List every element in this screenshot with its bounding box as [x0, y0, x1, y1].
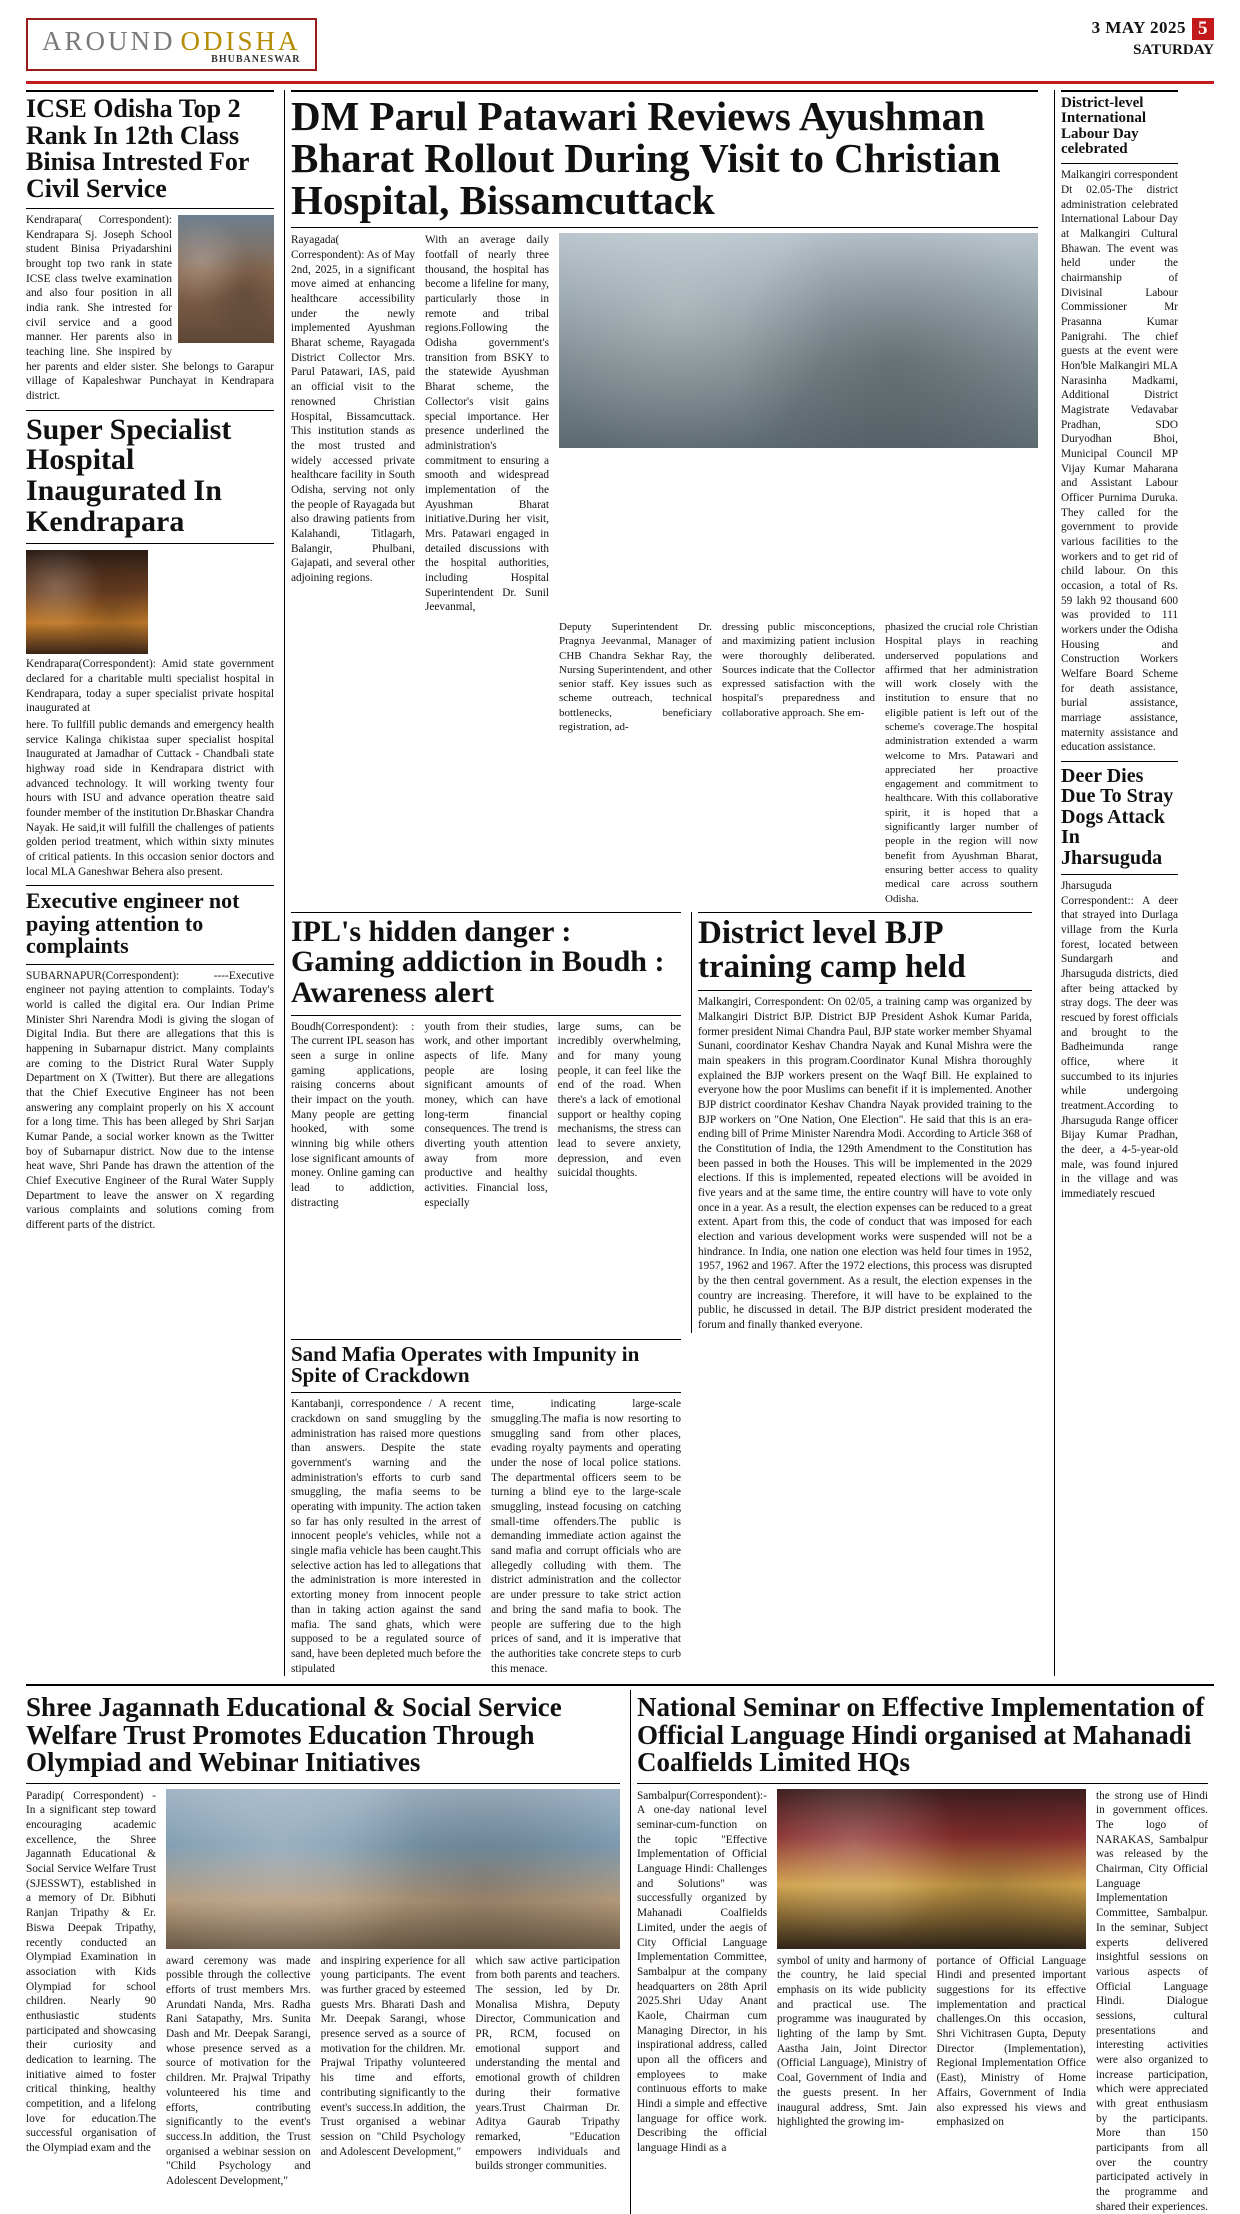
issue-day: SATURDAY [1133, 42, 1214, 58]
sand-mafia-col2: time, indicating large-scale smuggling.The mafia is now resorting to smuggling sand from other places, evading royalty payments and operating under the nose of local police stations. The departmental officers seem to be turning a blind eye to the large-scale smuggling, instead focusing on catching small-time offenders.The public is demanding immediate action against the sand mafia and corrupt officials who are allegedly colluding with them. The district administration and the collector are under pressure to take strict action and bring the sand mafia to book. The people are suffering due to the high prices of sand, and it is imperative that the authorities take concrete steps to curb this menace. [491, 1398, 681, 1675]
jagannath-col4: which saw active participation from both parents and teachers. The session, led by Dr. Monalisa Mishra, Deputy Director, Communication and PR, RCM, focused on emotional support and understanding the mental and emotional growth of children during their formative years.Trust Chairman Dr. Aditya Gaurab Tripathy remarked, "Education empowers individuals and builds stronger communities. [475, 1954, 621, 2173]
jagannath-col3: and inspiring experience for all young participants. The event was further graced by esteemed guests Mrs. Bharati Dash and Mr. Deepak Sarangi, whose presence served as a source of motivation for the children. Mr. Prajwal Tripathy volunteered his time and efforts, contributing significantly to the event's success.In addition, the Trust organised a webinar session on "Child Psychology and Adolescent Development," [320, 1954, 466, 2158]
publication-logo [26, 18, 317, 71]
labour-day-body: Malkangiri correspondent Dt 02.05-The district administration celebrated International Labour Day at Malkangiri Cultural Bhawan. The event was held under the chairmanship of Divisinal Labour Commissioner Mr Prasanna Kumar Panigrahi. The chief guests at the event were Hon'ble Malkangiri MLA Narasinha Madkami, Additional District Magistrate Vedavabar Pradhan, SDO Duryodhan Bhoi, Municipal Council MP Vijay Kumar Maharana and Assistant Labour Officer Purnima Duruka. They called for the government to provide various facilities to the workers and to get rid of child labour. On this occasion, a total of Rs. 59 lakh 92 thousand 600 was provided to 111 workers under the Odisha Housing and Construction Workers Welfare Board Scheme for death assistance, burial assistance, marriage assistance, maternity assistance and education assistance. [1061, 169, 1179, 754]
logo-odisha-text: ODISHA [180, 26, 301, 56]
olympiad-group-photo [166, 1789, 620, 1949]
bjp-article [691, 912, 1038, 1333]
hindi-photo-block [777, 1789, 1086, 2214]
right-column [1054, 90, 1184, 1676]
binisa-priyadarshini-photo [178, 215, 274, 343]
icse-article [26, 213, 274, 404]
dm-parul-caption-col2: dressing public misconceptions, and maximizing patient inclusion were thoroughly deliberated. Sources indicate that the Collector expressed satisfaction with the hospital's preparedness and collaborative approach. She em- [722, 620, 875, 719]
ipl-article [291, 912, 681, 1333]
jagannath-trust-article [26, 1690, 620, 2214]
hindi-seminar-photo [777, 1789, 1086, 1949]
dm-parul-caption-col1: Deputy Superintendent Dr. Pragnya Jeevanmal, Manager of CHB Chandra Sekhar Ray, the Nursing Superintendent, and other senior staff. Key issues such as scheme outreach, technical bottlenecks, beneficiary registration, ad- [559, 620, 712, 733]
bottom-band [26, 1690, 1214, 2214]
hindi-col2: symbol of unity and harmony of the country, he laid special emphasis on its wide publicity and practical use. The programme was inaugurated by lighting of the lamp by Smt. Aastha Jain, Joint Director (Official Language), Ministry of Coal, Government of India and the guests present. In her inaugural address, Smt. Jain highlighted the growing im- [777, 1954, 927, 2129]
dm-parul-caption-col3: phasized the crucial role Christian Hospital plays in reaching underserved populations and affirmed that her administration will work closely with the institution to ensure that no eligible patient is left out of the scheme's coverage.The hospital administration extended a warm welcome to Mrs. Patawari and appreciated her proactive engagement and commitment to healthcare. With this collaborative spirit, it is hoped that a significantly larger number of people in the region will now benefit from Ayushman Bharat, ensuring better access to quality medical care across southern Odisha. [885, 620, 1038, 905]
ipl-col3: large sums, can be incredibly overwhelming, and for many young people, it can feel like the end of the road. When there's a lack of emotional support or healthy coping mechanisms, the stress can lead to severe anxiety, depression, and even suicidal thoughts. [557, 1020, 681, 1180]
date-block [1092, 18, 1214, 59]
hindi-col1: Sambalpur(Correspondent):-A one-day national level seminar-cum-function on the topic "Effective Implementation of Official Language Hindi: Challenges and Solutions" was successfully organized by Mahanadi Coalfields Limited, under the aegis of City Official Language Implementation Committee, Sambalpur at the company headquarters on 28th April 2025.Shri Uday Anant Kaole, Chairman cum Managing Director, in his inspirational address, called upon all the officers and employees to make continuous efforts to make Hindi a simple and effective language for office work. Describing the official language Hindi as a [637, 1789, 767, 2154]
dm-parul-col1: Rayagada( Correspondent): As of May 2nd, 2025, in a significant move aimed at enhancing healthcare accessibility under the newly implemented Ayushman Bharat scheme, Rayagada District Collector Mrs. Parul Patawari, IAS, paid an official visit to the renowned Christian Hospital, Bissamcuttack. This institution stands as the most trusted and widely accessed private healthcare facility in South Odisha, serving not only the people of Rayagada but also drawing patients from Kalahandi, Titlagarh, Balangir, Phulbani, Gajapati, and several other adjoining regions. [291, 234, 415, 584]
icse-body: Kendrapara( Correspondent): Kendrapara Sj. Joseph School student Binisa Priyadarshini brought top two rank in state ICSE class twelve examination and also four position in all india rank. She intrested for civil service and a good manner. Her parents also in teaching line. She inspired by her parents and elder sister. She belongs to Garapur village of Kapaleshwar Punchayat in Kendrapara district. [26, 214, 274, 403]
ipl-col2: youth from their studies, work, and other important aspects of life. Many people are losing significant amounts of money, which can have long-term financial consequences. The trend is diverting youth attention away from more productive and healthy activities. Financial loss, especially [424, 1020, 548, 1209]
collector-hospital-visit-photo [559, 233, 1038, 448]
super-specialist-body-before: Kendrapara(Correspondent): Amid state government declared for a charitable multi specialist hospital in Kendrapara, today a super specialist private hospital inaugurated at [26, 658, 274, 715]
bjp-body: Malkangiri, Correspondent: On 02/05, a training camp was organized by Malkangiri District BJP. District BJP President Ashok Kumar Parida, former president Nimai Chandra Paul, BJP state worker member Shyamal Sunani, coordinator Keshav Chandra Nayak and Kunal Mishra were the main speakers in this program.Coordinator Kunal Mishra thoroughly explained the BJP workers present on the Waqf Bill. He explained to everyone how the poor Muslims can benefit if it is implemented. Another BJP district coordinator Keshav Chandra Nayak provided training to the BJP workers on "One Nation, One Election". He said that this is an era-ending bill of Prime Minister Narendra Modi. According to Article 368 of the Constitution of India, the 129th Amendment to the Constitution has been passed in both the Houses. This will be implemented in the 2029 elections. If this is implemented, repeated elections will be avoided in five years and at the same time, the entire country will have to vote only once in a year. As a result, the election expenses can be reduced to a great extent. Apart from this, the code of conduct that was imposed for each election and various development works were suspended will not be a hindrance. In India, one nation one election was held four times in 1952, 1957, 1962 and 1967. After the 1972 elections, this process was disrupted by the then central government. As a result, the election expenses in the country are increasing. Therefore, it will have to be explained to the public, he discussed in detail. The BJP district president moderated the forum and finally thanked everyone. [698, 996, 1033, 1331]
main-grid [26, 90, 1214, 1676]
logo-around-text: AROUND [42, 26, 176, 56]
super-specialist-article [26, 548, 274, 879]
jagannath-headline: Shree Jagannath Educational & Social Service Welfare Trust Promotes Education Through Olympiad and Webinar Initiatives [26, 1692, 562, 1778]
executive-engineer-body: SUBARNAPUR(Correspondent): ----Executive engineer not paying attention to complaints. Today's world is called the digital era. Our Indian Prime Minister Shri Narendra Modi is giving the slogan of Digital India. But there are allegations that this is happening in Subarnapur district. Many complaints are coming to the District Rural Water Supply Department on X (Twitter). But there are allegations that the Chief Executive Engineer has not been answering any complaint properly on his X account for a long time. This has been alleged by Shri Sarjan Kumar Pande, a social worker known as the Twitter boy of Subarnapur district. Now due to the intense heat wave, Shri Pande has drawn the attention of the Chief Executive Engineer of the Rural Water Supply Department to leave the answer on X regarding various complaints and solutions coming from different parts of the district. [26, 969, 274, 1231]
jagannath-col2: award ceremony was made possible through the collective efforts of trust members Mrs. Arundati Nanda, Mrs. Radha Rani Satapathy, Mrs. Sunita Dash and Mr. Deepak Sarangi, whose presence served as a source of motivation for the children. Mr. Prajwal Tripathy volunteered his time and efforts, contributing significantly to the event's success.In addition, the Trust organised a webinar session on "Child Psychology and Adolescent Development," [166, 1954, 311, 2187]
center-second-band [291, 912, 1038, 1333]
deer-headline: Deer Dies Due To Stray Dogs Attack In Jharsuguda [1061, 765, 1174, 869]
sand-mafia-headline: Sand Mafia Operates with Impunity in Spite of Crackdown [291, 1341, 640, 1388]
dm-parul-photo-block [559, 233, 1038, 614]
executive-engineer-headline: Executive engineer not paying attention to complaints [26, 888, 240, 959]
center-column [284, 90, 1044, 1676]
labour-day-headline: District-level International Labour Day celebrated [1061, 95, 1147, 157]
sand-mafia-article [291, 1339, 681, 1677]
jagannath-col1: Paradip( Correspondent) - In a significant step toward encouraging academic excellence, the Shree Jagannath Educational & Social Service Welfare Trust (SJESSWT), established in a memory of Dr. Bibhuti Ranjan Tripathy & Er. Biswa Deepak Tripathy, recently conducted an Olympiad Examination in association with Kids Olympiad for school children. Nearly 90 enthusiastic students participated and showcasing their curiosity and dedication to learning. The initiative aimed to foster critical thinking, healthy competition, and a lifelong love for education.The successful organisation of the Olympiad exam and the [26, 1789, 156, 2154]
hospital-inauguration-photo [26, 550, 148, 654]
page-number: 5 [1192, 18, 1214, 40]
bjp-headline: District level BJP training camp held [698, 914, 966, 985]
sand-mafia-col1: Kantabanji, correspondence / A recent crackdown on sand smuggling by the administration has raised more questions than answers. Despite the state government's warning and the administration's efforts to curb sand smuggling, the mafia seems to be operating with impunity. The action taken so far has only resulted in the arrest of innocent people's vehicles, while not a single mafia vehicle has been caught.This selective action has led to allegations that the administration is more interested in extorting money from innocent people than in taking action against the sand mafia. The sand ghats, which were supposed to be a regulated source of sand, have been depleted much before the stipulated [291, 1398, 481, 1675]
masthead [26, 18, 1214, 77]
icse-headline: ICSE Odisha Top 2 Rank In 12th Class Binisa Intrested For Civil Service [26, 94, 249, 203]
super-specialist-body-after: here. To fullfill public demands and emergency health service Kalinga chikistaa super specialist hospital Inaugurated at Jamadhar of Cuttack - Chandbali state highway road side in Kendrapara district with advanced technology. It will working twenty four hours with ISU and advance operation theatre said founder member of the institution Dr.Bhaskar Chandra Nayak. He said,it will fulfill the challenges of patients golden period treatment, which within sixty minutes of critical patients. In this occasion senior doctors and local MLA Ganeshwar Behera also present. [26, 718, 274, 878]
left-column [26, 90, 274, 1676]
jagannath-photo-block [166, 1789, 620, 2189]
deer-body: Jharsuguda Correspondent:: A deer that strayed into Durlaga village from the Kurla forest, located between Sundargarh and Jharsuguda districts, died after being attacked by stray dogs. The deer was rescued by forest officials and brought to the Badheimunda range office, where it succumbed to its injuries while undergoing treatment.According to Jharsuguda Range officer Bijay Kumar Pradhan, the deer, a 4-5-year-old male, was found injured in the village and was immediately rescued [1061, 880, 1178, 1201]
hindi-col3: portance of Official Language Hindi and presented important suggestions for its effective implementation and practical challenges.On this occasion, Shri Vichitrasen Gupta, Deputy Director (Implementation), Regional Implementation Office (East), Ministry of Home Affairs, Government of India also expressed his views and emphasized on [936, 1954, 1086, 2129]
ipl-col1: Boudh(Correspondent): : The current IPL season has seen a surge in online gaming applications, raising concerns about their impact on the youth. Many people are getting hooked, with some winning big while others lose significant amounts of money. Online gaming can lead to addiction, distracting [291, 1020, 415, 1209]
dm-parul-article [291, 233, 1038, 614]
hindi-seminar-article [630, 1690, 1214, 2214]
hindi-seminar-headline: National Seminar on Effective Implementation of Official Language Hindi organised at Mahanadi Coalfields Limited HQs [637, 1692, 1205, 1778]
dm-parul-caption-row [291, 620, 1038, 906]
masthead-rule [26, 81, 1214, 84]
hindi-col4: the strong use of Hindi in government offices. The logo of NARAKAS, Sambalpur was released by the Chairman, City Official Language Implementation Committee, Sambalpur. In the seminar, Subject experts delivered insightful sessions on various aspects of Official Language Hindi. Dialogue sessions, cultural presentations and interesting activities were also organized to increase participation, which were appreciated with great enthusiasm by the participants. More than 150 participants from all over the country participated actively in the programme and shared their experiences. [1096, 1789, 1208, 2213]
super-specialist-headline: Super Specialist Hospital Inaugurated In Kendrapara [26, 412, 232, 538]
issue-date: 3 MAY 2025 [1091, 18, 1186, 37]
dm-parul-col2: With an average daily footfall of nearly three thousand, the hospital has become a lifeline for many, particularly those in remote and tribal regions.Following the Odisha government's transition from BSKY to the statewide Ayushman Bharat scheme, the Collector's visit gains special importance. Her presence underlined the administration's commitment to ensuring a smooth and widespread implementation of the Ayushman Bharat initiative.During her visit, Mrs. Patawari engaged in detailed discussions with the hospital authorities, including Hospital Superintendent Dr. Sunil Jeevanmal, [425, 234, 549, 614]
logo-edition-label: BHUBANESWAR [211, 54, 301, 65]
dm-parul-headline: DM Parul Patawari Reviews Ayushman Bharat Rollout During Visit to Christian Hospital, Bissamcuttack [291, 93, 1001, 223]
ipl-headline: IPL's hidden danger : Gaming addiction in Boudh : Awareness alert [291, 914, 665, 1010]
